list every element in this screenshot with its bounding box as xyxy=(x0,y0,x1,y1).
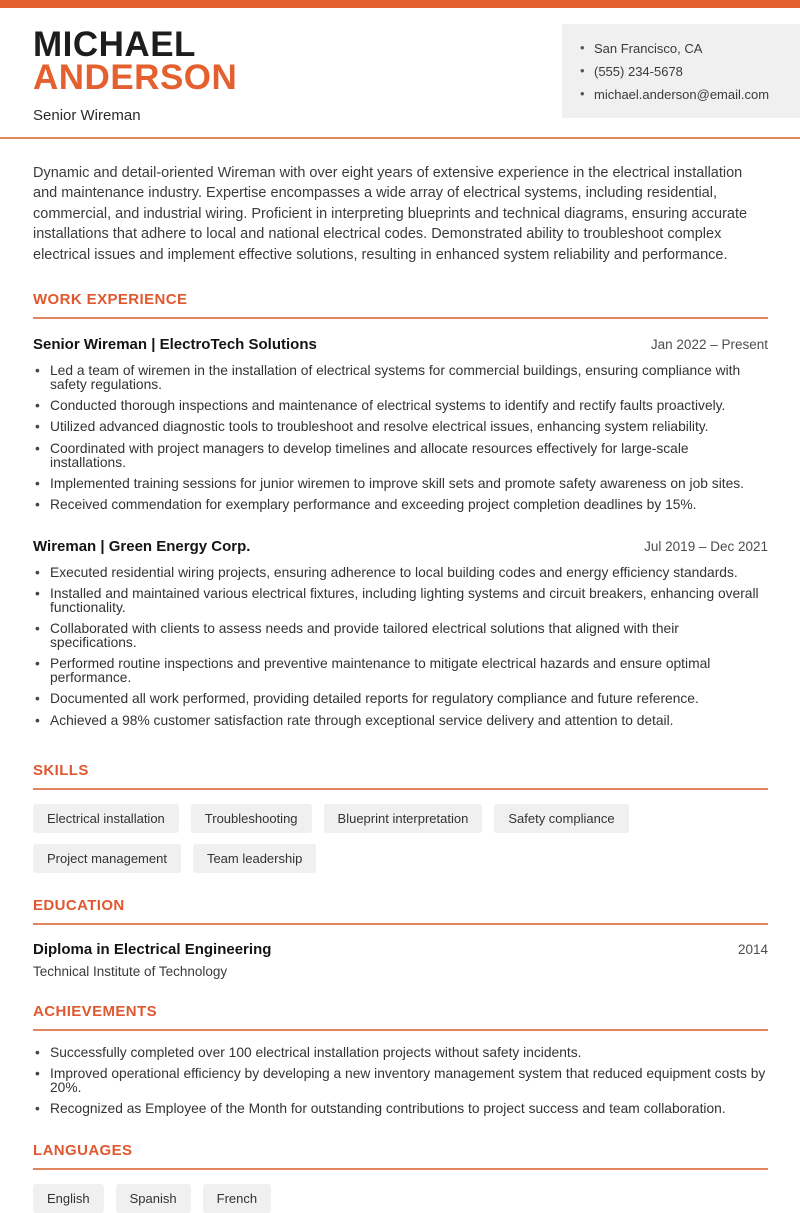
job-title-company: Wireman | Green Energy Corp. xyxy=(33,537,251,555)
achievements-title: ACHIEVEMENTS xyxy=(33,1002,157,1020)
language-chip: Spanish xyxy=(116,1184,191,1213)
skill-chip: Project management xyxy=(33,844,181,873)
resume-header xyxy=(0,8,800,137)
bullet-item: • Collaborated with clients to assess needs and provide tailored electrical solutions that aligned with their specifications. xyxy=(33,622,768,650)
bullet-item: • Utilized advanced diagnostic tools to troubleshoot and resolve electrical issues, enhancing system reliability. xyxy=(33,420,768,434)
job-bullet-list xyxy=(33,566,768,728)
candidate-job-title: Senior Wireman xyxy=(33,107,141,124)
education-entry-header xyxy=(33,941,768,958)
name-block xyxy=(33,24,237,124)
bullet-item: • Received commendation for exemplary performance and exceeding project completion deadlines by 15%. xyxy=(33,498,768,512)
section-heading-skills xyxy=(33,762,768,790)
bullet-item: • Coordinated with project managers to develop timelines and allocate resources effectively for large-scale installations. xyxy=(33,442,768,470)
job-bullet-list xyxy=(33,364,768,512)
bullet-item: • Recognized as Employee of the Month for outstanding contributions to project success and team collaboration. xyxy=(33,1102,768,1116)
education-degree: Diploma in Electrical Engineering xyxy=(33,940,272,958)
bullet-item: • Documented all work performed, providing detailed reports for regulatory compliance and future reference. xyxy=(33,692,768,706)
resume-body xyxy=(0,163,800,1213)
job-dates: Jan 2022 – Present xyxy=(650,337,768,353)
first-name: MICHAEL xyxy=(33,25,196,64)
bullet-item: • Successfully completed over 100 electrical installation projects without safety incidents. xyxy=(33,1046,768,1060)
job-title-company: Senior Wireman | ElectroTech Solutions xyxy=(33,336,317,354)
contact-card xyxy=(562,24,800,118)
bullet-item: • Executed residential wiring projects, ensuring adherence to local building codes and energy efficiency standards. xyxy=(33,566,768,580)
job-entry-header xyxy=(33,336,768,353)
contact-item-email: • michael.anderson@email.com xyxy=(580,83,784,106)
bullet-item: • Installed and maintained various electrical fixtures, including lighting systems and circuit breakers, enhancing overall functionality. xyxy=(33,587,768,615)
section-heading-work-experience xyxy=(33,291,768,319)
job-entry-header xyxy=(33,538,768,555)
education-school: Technical Institute of Technology xyxy=(33,963,228,979)
bullet-item: • Implemented training sessions for junior wiremen to improve skill sets and promote safety awareness on job sites. xyxy=(33,477,768,491)
education-year: 2014 xyxy=(737,941,768,957)
bullet-item: • Led a team of wiremen in the installation of electrical systems for commercial buildings, ensuring compliance with safety regulations. xyxy=(33,364,768,392)
skill-chip: Troubleshooting xyxy=(191,804,312,833)
education-title: EDUCATION xyxy=(33,896,125,914)
skill-chip: Electrical installation xyxy=(33,804,179,833)
last-name: ANDERSON xyxy=(33,58,238,97)
bullet-item: • Performed routine inspections and preventive maintenance to mitigate electrical hazards and ensure optimal performance. xyxy=(33,657,768,685)
professional-summary: Dynamic and detail-oriented Wireman with over eight years of extensive experience in the electrical installation and maintenance industry. Expertise encompasses a wide array of electrical systems, including residential, commercial, and industrial wiring. Proficient in interpreting blueprints and technical diagrams, ensuring accurate installations that adhere to local and national electrical codes. Demonstrated ability to troubleshoot complex electrical issues and implement effective solutions, resulting in enhanced system reliability and performance. xyxy=(33,165,748,263)
contact-item-phone: • (555) 234-5678 xyxy=(580,60,784,83)
language-chip: French xyxy=(203,1184,271,1213)
header-divider xyxy=(0,137,800,139)
job-entry xyxy=(33,336,768,512)
languages-title: LANGUAGES xyxy=(33,1141,133,1159)
skills-title: SKILLS xyxy=(33,761,89,779)
section-heading-languages xyxy=(33,1142,768,1170)
contact-item-location: • San Francisco, CA xyxy=(580,37,784,60)
bullet-item: • Conducted thorough inspections and maintenance of electrical systems to identify and rectify faults proactively. xyxy=(33,399,768,413)
skill-chip: Team leadership xyxy=(193,844,316,873)
section-heading-education xyxy=(33,897,768,925)
job-entry xyxy=(33,538,768,728)
language-chip: English xyxy=(33,1184,104,1213)
accent-top-bar xyxy=(0,0,800,8)
skill-chip: Safety compliance xyxy=(494,804,628,833)
job-dates: Jul 2019 – Dec 2021 xyxy=(644,538,768,554)
languages-chip-list xyxy=(33,1184,768,1213)
skill-chip: Blueprint interpretation xyxy=(324,804,483,833)
skills-chip-list xyxy=(33,804,768,873)
achievements-bullet-list xyxy=(33,1046,768,1116)
section-heading-achievements xyxy=(33,1003,768,1031)
work-experience-title: WORK EXPERIENCE xyxy=(33,291,188,309)
bullet-item: • Improved operational efficiency by developing a new inventory management system that reduced equipment costs by 20%. xyxy=(33,1067,768,1095)
contact-list xyxy=(580,37,784,106)
bullet-item: • Achieved a 98% customer satisfaction rate through exceptional service delivery and attention to detail. xyxy=(33,714,768,728)
candidate-name xyxy=(33,25,238,97)
